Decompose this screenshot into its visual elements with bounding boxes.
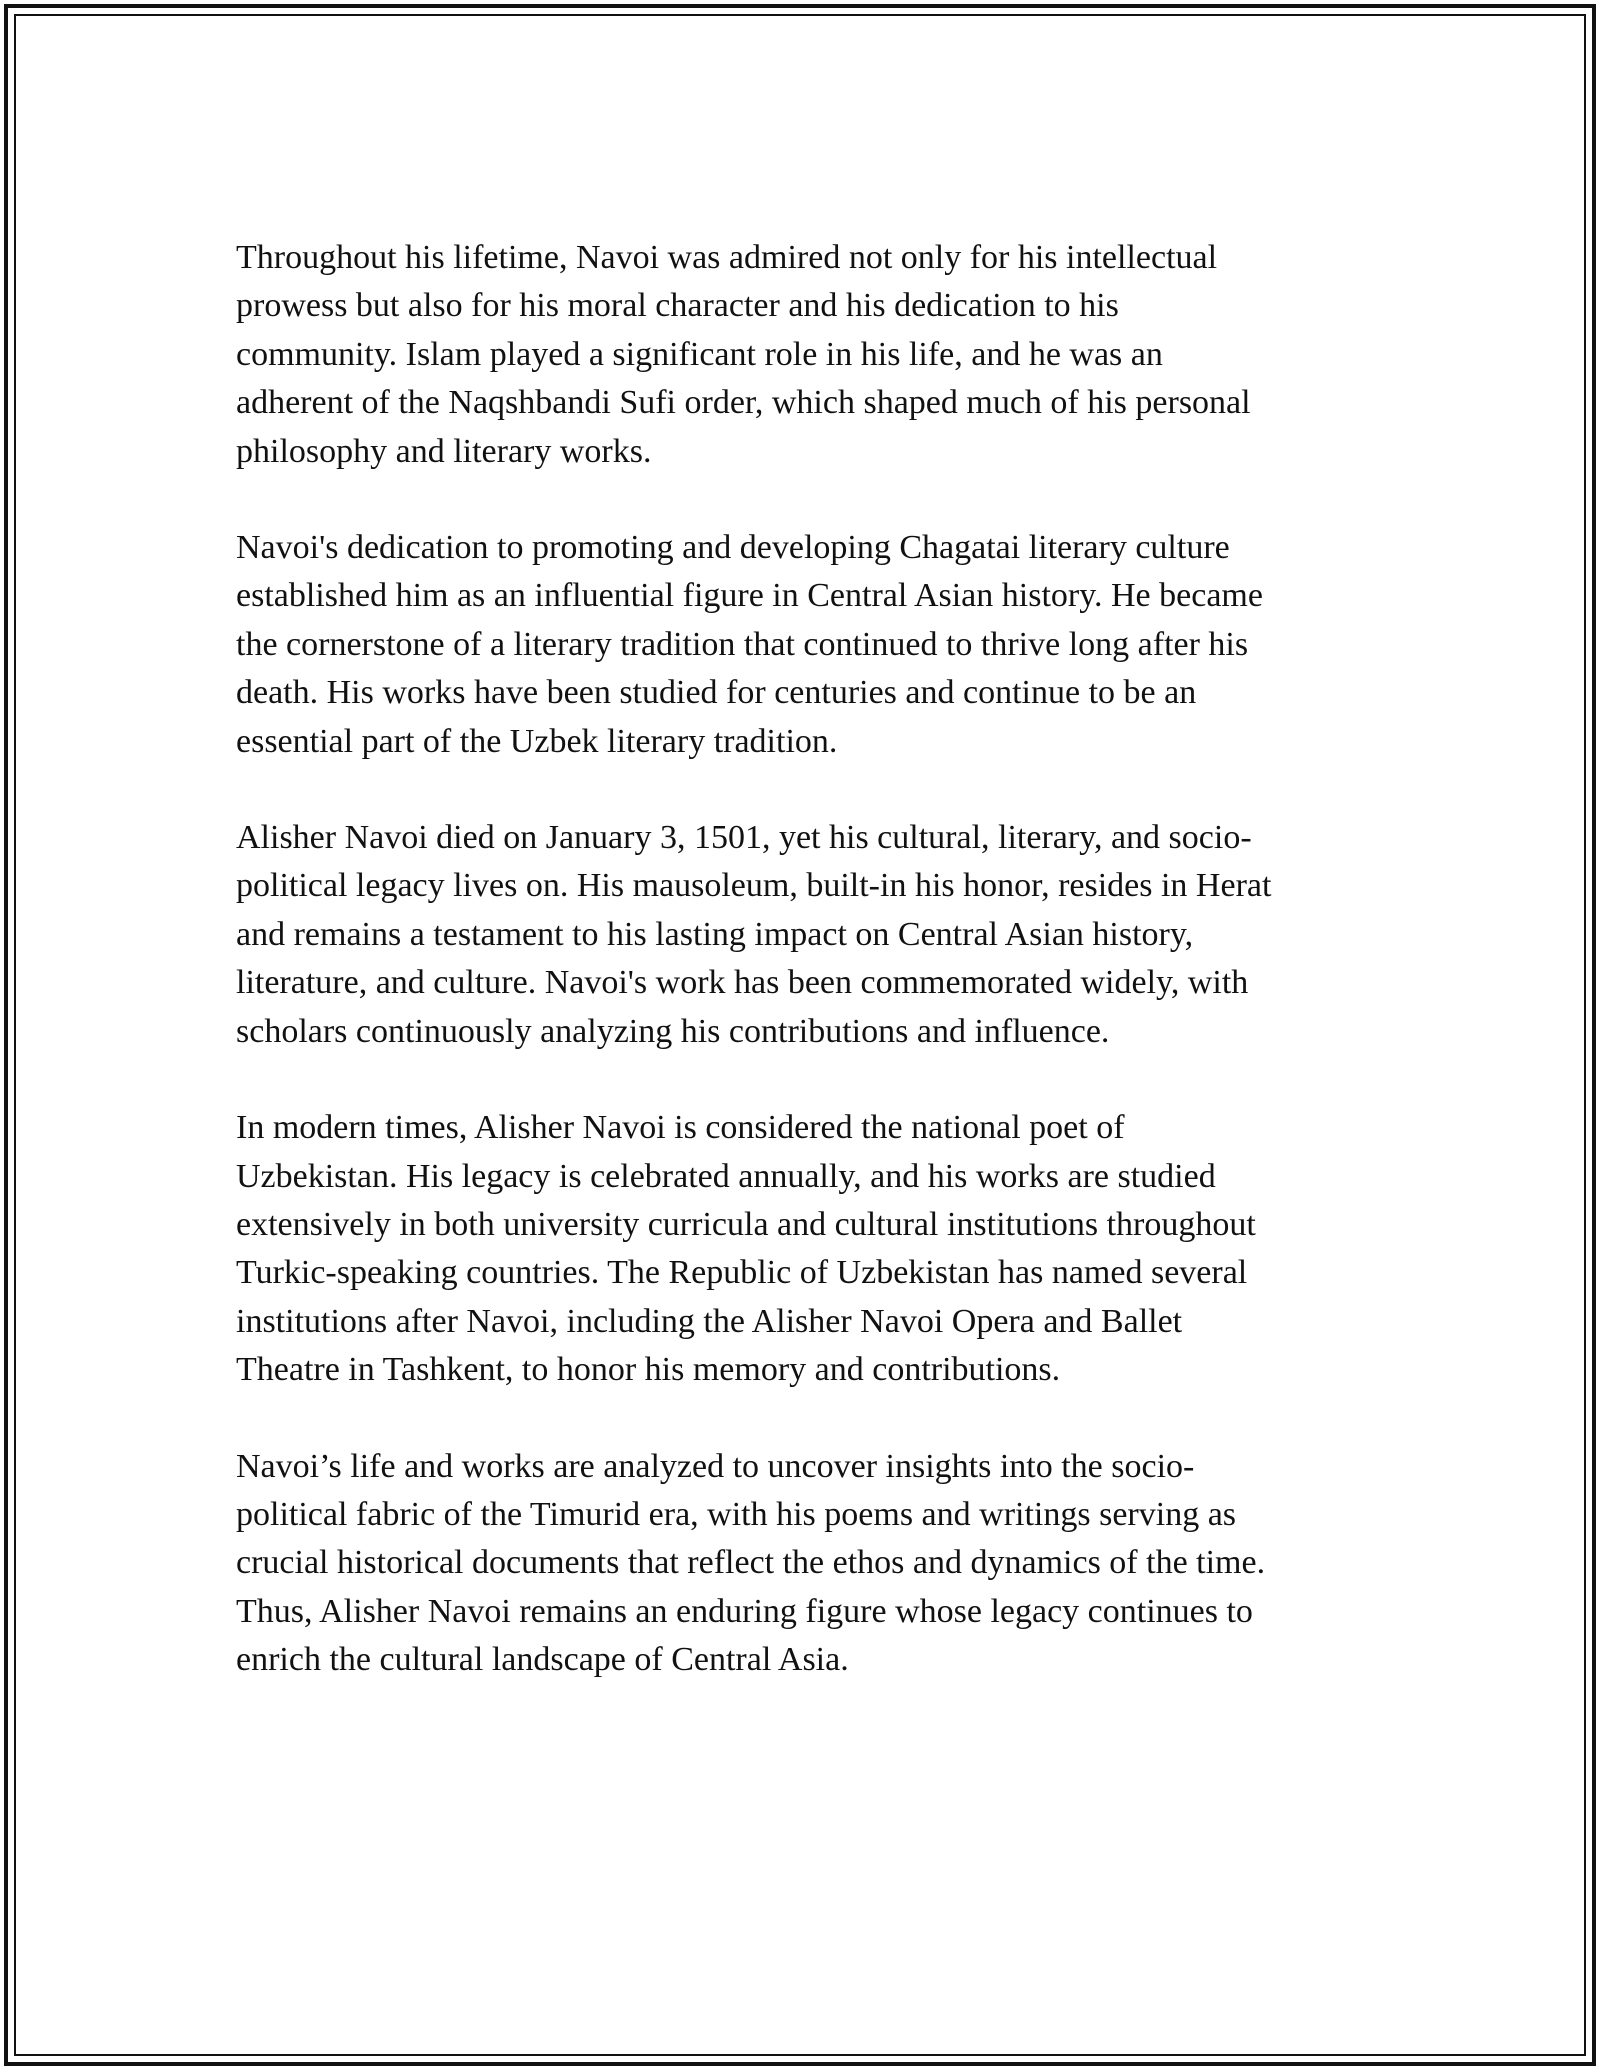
paragraph-2: Navoi's dedication to promoting and developing Chagatai literary culture established him as an influential figure in Central Asian history. He became the cornerstone of a literary tradition that continued to thrive long after his death. His works have been studied for centuries and continue to be an essential part of the Uzbek literary tradition. xyxy=(236,529,1263,760)
paragraph-1: Throughout his lifetime, Navoi was admired not only for his intellectual prowess but also for his moral character and his dedication to his community. Islam played a significant role in his life, and he was an adherent of the Naqshbandi Sufi order, which shaped much of his personal philosophy and literary works. xyxy=(236,239,1251,470)
paragraph-4: In modern times, Alisher Navoi is considered the national poet of Uzbekistan. His legacy is celebrated annually, and his works are studied extensively in both university curricula and cultural institutions throughout Turkic-speaking countries. The Republic of Uzbekistan has named several institutions after Navoi, including the Alisher Navoi Opera and Ballet Theatre in Tashkent, to honor his memory and contributions. xyxy=(236,1109,1256,1389)
document-body xyxy=(236,234,1376,1733)
paragraph-5: Navoi’s life and works are analyzed to uncover insights into the socio- political fabric of the Timurid era, with his poems and writings serving as crucial historical documents that reflect the ethos and dynamics of the time. Thus, Alisher Navoi remains an enduring figure whose legacy continues to enrich the cultural landscape of Central Asia. xyxy=(236,1447,1266,1679)
paragraph-3: Alisher Navoi died on January 3, 1501, yet his cultural, literary, and socio- political legacy lives on. His mausoleum, built-in his honor, resides in Herat and remains a testament to his lasting impact on Central Asian history, literature, and culture. Navoi's work has been commemorated widely, with scholars continuously analyzing his contributions and influence. xyxy=(236,819,1272,1050)
